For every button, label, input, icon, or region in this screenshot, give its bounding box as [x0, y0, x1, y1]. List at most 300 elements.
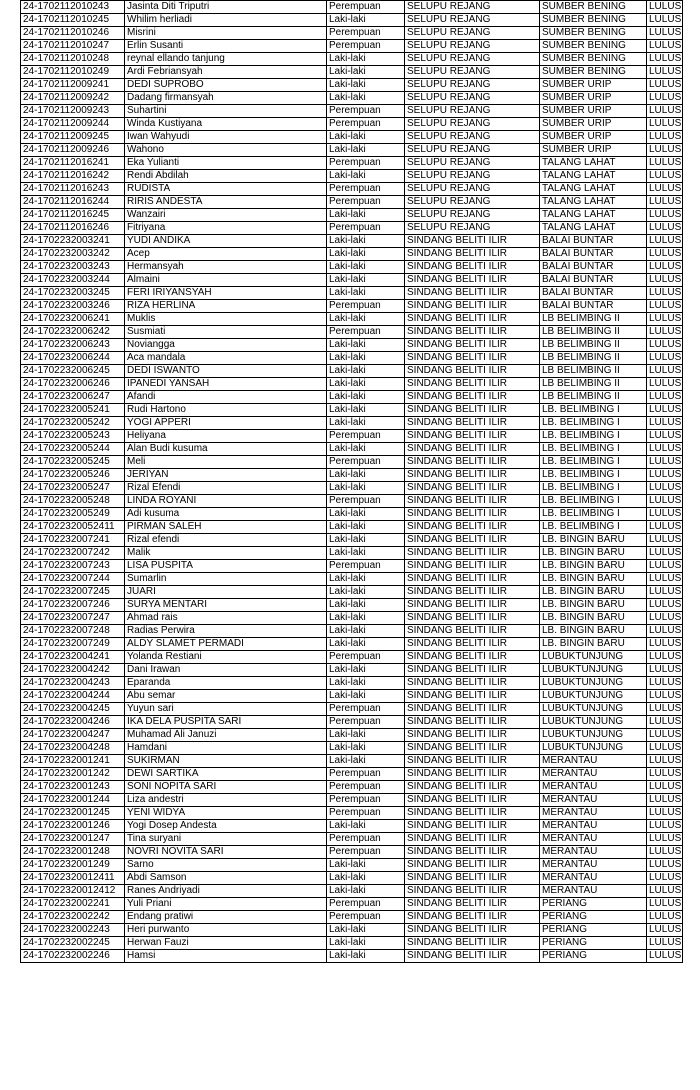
registration-number-cell: 24-1702232005247 — [21, 482, 125, 495]
village-cell: SUMBER URIP — [540, 118, 647, 131]
status-cell: LULUS — [647, 937, 683, 950]
gender-cell: Laki-laki — [327, 820, 405, 833]
table-row — [21, 248, 683, 261]
table-row — [21, 898, 683, 911]
gender-cell: Laki-laki — [327, 612, 405, 625]
status-cell: LULUS — [647, 573, 683, 586]
participant-name-cell: Sarno — [125, 859, 327, 872]
district-cell: SINDANG BELITI ILIR — [405, 820, 540, 833]
village-cell: MERANTAU — [540, 768, 647, 781]
district-cell: SELUPU REJANG — [405, 209, 540, 222]
district-cell: SINDANG BELITI ILIR — [405, 651, 540, 664]
district-cell: SINDANG BELITI ILIR — [405, 560, 540, 573]
status-cell: LULUS — [647, 131, 683, 144]
registration-number-cell: 24-1702112016246 — [21, 222, 125, 235]
table-row — [21, 703, 683, 716]
status-cell: LULUS — [647, 417, 683, 430]
table-row — [21, 417, 683, 430]
district-cell: SINDANG BELITI ILIR — [405, 950, 540, 963]
table-row — [21, 196, 683, 209]
status-cell: LULUS — [647, 690, 683, 703]
registration-number-cell: 24-1702112009243 — [21, 105, 125, 118]
registration-number-cell: 24-1702232001246 — [21, 820, 125, 833]
gender-cell: Perempuan — [327, 768, 405, 781]
participant-name-cell: Fitriyana — [125, 222, 327, 235]
participant-name-cell: SONI NOPITA SARI — [125, 781, 327, 794]
village-cell: LB. BINGIN BARU — [540, 560, 647, 573]
participant-name-cell: Aca mandala — [125, 352, 327, 365]
village-cell: MERANTAU — [540, 872, 647, 885]
table-row — [21, 911, 683, 924]
table-row — [21, 885, 683, 898]
participant-name-cell: DEDI ISWANTO — [125, 365, 327, 378]
village-cell: LB. BINGIN BARU — [540, 573, 647, 586]
participant-name-cell: RIZA HERLINA — [125, 300, 327, 313]
participant-name-cell: DEWI SARTIKA — [125, 768, 327, 781]
participant-name-cell: Rudi Hartono — [125, 404, 327, 417]
participant-name-cell: Abdi Samson — [125, 872, 327, 885]
participant-name-cell: JERIYAN — [125, 469, 327, 482]
district-cell: SINDANG BELITI ILIR — [405, 677, 540, 690]
registration-number-cell: 24-1702112009246 — [21, 144, 125, 157]
status-cell: LULUS — [647, 27, 683, 40]
gender-cell: Laki-laki — [327, 872, 405, 885]
participant-name-cell: Liza andestri — [125, 794, 327, 807]
registration-number-cell: 24-1702232007248 — [21, 625, 125, 638]
registration-number-cell: 24-1702112010243 — [21, 1, 125, 14]
status-cell: LULUS — [647, 950, 683, 963]
district-cell: SELUPU REJANG — [405, 144, 540, 157]
gender-cell: Laki-laki — [327, 378, 405, 391]
village-cell: TALANG LAHAT — [540, 170, 647, 183]
table-row — [21, 118, 683, 131]
registration-number-cell: 24-1702232004243 — [21, 677, 125, 690]
gender-cell: Laki-laki — [327, 950, 405, 963]
village-cell: LB. BELIMBING I — [540, 469, 647, 482]
gender-cell: Perempuan — [327, 300, 405, 313]
gender-cell: Perempuan — [327, 898, 405, 911]
district-cell: SINDANG BELITI ILIR — [405, 729, 540, 742]
registration-number-cell: 24-1702232005244 — [21, 443, 125, 456]
table-row — [21, 664, 683, 677]
district-cell: SINDANG BELITI ILIR — [405, 391, 540, 404]
participant-name-cell: RIRIS ANDESTA — [125, 196, 327, 209]
participant-name-cell: RUDISTA — [125, 183, 327, 196]
registration-number-cell: 24-17022320052411 — [21, 521, 125, 534]
district-cell: SINDANG BELITI ILIR — [405, 404, 540, 417]
participant-name-cell: Hamdani — [125, 742, 327, 755]
registration-number-cell: 24-1702112016241 — [21, 157, 125, 170]
registration-number-cell: 24-1702232003241 — [21, 235, 125, 248]
table-row — [21, 560, 683, 573]
registration-number-cell: 24-1702232007241 — [21, 534, 125, 547]
registration-number-cell: 24-1702232007243 — [21, 560, 125, 573]
district-cell: SINDANG BELITI ILIR — [405, 859, 540, 872]
registration-number-cell: 24-1702112016242 — [21, 170, 125, 183]
district-cell: SELUPU REJANG — [405, 92, 540, 105]
participant-name-cell: SURYA MENTARI — [125, 599, 327, 612]
participant-name-cell: Winda Kustiyana — [125, 118, 327, 131]
district-cell: SINDANG BELITI ILIR — [405, 547, 540, 560]
village-cell: LB. BINGIN BARU — [540, 599, 647, 612]
participant-name-cell: ALDY SLAMET PERMADI — [125, 638, 327, 651]
participant-name-cell: Misrini — [125, 27, 327, 40]
gender-cell: Perempuan — [327, 794, 405, 807]
village-cell: MERANTAU — [540, 885, 647, 898]
district-cell: SINDANG BELITI ILIR — [405, 612, 540, 625]
table-row — [21, 651, 683, 664]
gender-cell: Perempuan — [327, 560, 405, 573]
status-cell: LULUS — [647, 53, 683, 66]
participant-name-cell: Yuli Priani — [125, 898, 327, 911]
status-cell: LULUS — [647, 170, 683, 183]
gender-cell: Laki-laki — [327, 14, 405, 27]
table-row — [21, 27, 683, 40]
status-cell: LULUS — [647, 729, 683, 742]
table-row — [21, 495, 683, 508]
gender-cell: Laki-laki — [327, 352, 405, 365]
district-cell: SELUPU REJANG — [405, 14, 540, 27]
district-cell: SINDANG BELITI ILIR — [405, 274, 540, 287]
status-cell: LULUS — [647, 105, 683, 118]
registration-number-cell: 24-1702232002243 — [21, 924, 125, 937]
table-row — [21, 573, 683, 586]
gender-cell: Laki-laki — [327, 924, 405, 937]
district-cell: SINDANG BELITI ILIR — [405, 417, 540, 430]
village-cell: LB. BELIMBING I — [540, 404, 647, 417]
gender-cell: Perempuan — [327, 456, 405, 469]
registration-number-cell: 24-1702112010246 — [21, 27, 125, 40]
participant-name-cell: JUARI — [125, 586, 327, 599]
registration-number-cell: 24-1702232004245 — [21, 703, 125, 716]
registration-number-cell: 24-1702232001249 — [21, 859, 125, 872]
village-cell: LUBUKTUNJUNG — [540, 664, 647, 677]
data-table — [20, 0, 683, 963]
participant-name-cell: Eparanda — [125, 677, 327, 690]
table-row — [21, 352, 683, 365]
table-row — [21, 313, 683, 326]
participant-name-cell: Radias Perwira — [125, 625, 327, 638]
district-cell: SINDANG BELITI ILIR — [405, 768, 540, 781]
participant-name-cell: Rizal Efendi — [125, 482, 327, 495]
gender-cell: Perempuan — [327, 183, 405, 196]
table-row — [21, 326, 683, 339]
status-cell: LULUS — [647, 924, 683, 937]
table-row — [21, 521, 683, 534]
village-cell: BALAI BUNTAR — [540, 300, 647, 313]
table-row — [21, 235, 683, 248]
gender-cell: Perempuan — [327, 27, 405, 40]
table-row — [21, 612, 683, 625]
village-cell: TALANG LAHAT — [540, 209, 647, 222]
registration-number-cell: 24-1702232005243 — [21, 430, 125, 443]
district-cell: SINDANG BELITI ILIR — [405, 443, 540, 456]
participant-name-cell: Dadang firmansyah — [125, 92, 327, 105]
registration-number-cell: 24-1702232005241 — [21, 404, 125, 417]
participant-name-cell: NOVRI NOVITA SARI — [125, 846, 327, 859]
village-cell: SUMBER BENING — [540, 27, 647, 40]
registration-number-cell: 24-1702232004242 — [21, 664, 125, 677]
participant-name-cell: Abu semar — [125, 690, 327, 703]
district-cell: SELUPU REJANG — [405, 27, 540, 40]
status-cell: LULUS — [647, 326, 683, 339]
district-cell: SINDANG BELITI ILIR — [405, 456, 540, 469]
status-cell: LULUS — [647, 287, 683, 300]
status-cell: LULUS — [647, 391, 683, 404]
district-cell: SINDANG BELITI ILIR — [405, 586, 540, 599]
participant-name-cell: Hermansyah — [125, 261, 327, 274]
table-row — [21, 625, 683, 638]
table-row — [21, 391, 683, 404]
registration-number-cell: 24-1702232001243 — [21, 781, 125, 794]
district-cell: SELUPU REJANG — [405, 1, 540, 14]
participant-name-cell: Alan Budi kusuma — [125, 443, 327, 456]
village-cell: SUMBER BENING — [540, 14, 647, 27]
village-cell: LB BELIMBING II — [540, 326, 647, 339]
status-cell: LULUS — [647, 612, 683, 625]
gender-cell: Perempuan — [327, 495, 405, 508]
village-cell: LB BELIMBING II — [540, 391, 647, 404]
gender-cell: Perempuan — [327, 651, 405, 664]
gender-cell: Laki-laki — [327, 313, 405, 326]
participant-name-cell: PIRMAN SALEH — [125, 521, 327, 534]
table-row — [21, 456, 683, 469]
status-cell: LULUS — [647, 66, 683, 79]
gender-cell: Perempuan — [327, 105, 405, 118]
table-row — [21, 209, 683, 222]
table-row — [21, 105, 683, 118]
registration-number-cell: 24-1702232006247 — [21, 391, 125, 404]
village-cell: LB BELIMBING II — [540, 378, 647, 391]
status-cell: LULUS — [647, 638, 683, 651]
district-cell: SELUPU REJANG — [405, 170, 540, 183]
participant-name-cell: Malik — [125, 547, 327, 560]
status-cell: LULUS — [647, 547, 683, 560]
participant-name-cell: YENI WIDYA — [125, 807, 327, 820]
status-cell: LULUS — [647, 235, 683, 248]
district-cell: SINDANG BELITI ILIR — [405, 911, 540, 924]
registration-number-cell: 24-1702232003246 — [21, 300, 125, 313]
table-row — [21, 378, 683, 391]
gender-cell: Laki-laki — [327, 66, 405, 79]
village-cell: LUBUKTUNJUNG — [540, 729, 647, 742]
table-row — [21, 404, 683, 417]
participant-name-cell: Afandi — [125, 391, 327, 404]
status-cell: LULUS — [647, 300, 683, 313]
registration-number-cell: 24-1702232006241 — [21, 313, 125, 326]
participant-name-cell: Heri purwanto — [125, 924, 327, 937]
registration-number-cell: 24-1702232001242 — [21, 768, 125, 781]
registration-number-cell: 24-1702112010245 — [21, 14, 125, 27]
district-cell: SINDANG BELITI ILIR — [405, 378, 540, 391]
gender-cell: Laki-laki — [327, 586, 405, 599]
district-cell: SINDANG BELITI ILIR — [405, 534, 540, 547]
registration-number-cell: 24-1702112009242 — [21, 92, 125, 105]
village-cell: LB. BELIMBING I — [540, 508, 647, 521]
gender-cell: Perempuan — [327, 833, 405, 846]
district-cell: SINDANG BELITI ILIR — [405, 898, 540, 911]
status-cell: LULUS — [647, 313, 683, 326]
participant-name-cell: Tina suryani — [125, 833, 327, 846]
status-cell: LULUS — [647, 846, 683, 859]
registration-number-cell: 24-1702112016243 — [21, 183, 125, 196]
gender-cell: Laki-laki — [327, 755, 405, 768]
status-cell: LULUS — [647, 768, 683, 781]
status-cell: LULUS — [647, 183, 683, 196]
village-cell: PERIANG — [540, 924, 647, 937]
table-row — [21, 547, 683, 560]
registration-number-cell: 24-1702232002242 — [21, 911, 125, 924]
village-cell: LB. BINGIN BARU — [540, 625, 647, 638]
gender-cell: Laki-laki — [327, 573, 405, 586]
village-cell: MERANTAU — [540, 846, 647, 859]
registration-number-cell: 24-1702232007249 — [21, 638, 125, 651]
status-cell: LULUS — [647, 378, 683, 391]
village-cell: BALAI BUNTAR — [540, 235, 647, 248]
status-cell: LULUS — [647, 508, 683, 521]
participant-name-cell: Herwan Fauzi — [125, 937, 327, 950]
status-cell: LULUS — [647, 222, 683, 235]
status-cell: LULUS — [647, 911, 683, 924]
participant-name-cell: Erlin Susanti — [125, 40, 327, 53]
table-row — [21, 339, 683, 352]
status-cell: LULUS — [647, 794, 683, 807]
district-cell: SINDANG BELITI ILIR — [405, 703, 540, 716]
village-cell: SUMBER URIP — [540, 105, 647, 118]
gender-cell: Laki-laki — [327, 339, 405, 352]
participant-name-cell: Yogi Dosep Andesta — [125, 820, 327, 833]
table-row — [21, 183, 683, 196]
participant-name-cell: Wanzairi — [125, 209, 327, 222]
gender-cell: Laki-laki — [327, 534, 405, 547]
table-row — [21, 482, 683, 495]
table-row — [21, 794, 683, 807]
participant-name-cell: IKA DELA PUSPITA SARI — [125, 716, 327, 729]
status-cell: LULUS — [647, 92, 683, 105]
status-cell: LULUS — [647, 209, 683, 222]
gender-cell: Laki-laki — [327, 443, 405, 456]
district-cell: SINDANG BELITI ILIR — [405, 885, 540, 898]
table-row — [21, 40, 683, 53]
registration-number-cell: 24-1702232004247 — [21, 729, 125, 742]
village-cell: SUMBER URIP — [540, 144, 647, 157]
village-cell: MERANTAU — [540, 794, 647, 807]
district-cell: SINDANG BELITI ILIR — [405, 573, 540, 586]
gender-cell: Laki-laki — [327, 937, 405, 950]
gender-cell: Laki-laki — [327, 690, 405, 703]
status-cell: LULUS — [647, 1, 683, 14]
gender-cell: Laki-laki — [327, 79, 405, 92]
table-row — [21, 677, 683, 690]
district-cell: SINDANG BELITI ILIR — [405, 794, 540, 807]
status-cell: LULUS — [647, 755, 683, 768]
table-row — [21, 638, 683, 651]
table-row — [21, 430, 683, 443]
village-cell: LB. BELIMBING I — [540, 430, 647, 443]
district-cell: SINDANG BELITI ILIR — [405, 287, 540, 300]
status-cell: LULUS — [647, 781, 683, 794]
status-cell: LULUS — [647, 495, 683, 508]
village-cell: LB. BELIMBING I — [540, 443, 647, 456]
registration-number-cell: 24-1702232007247 — [21, 612, 125, 625]
registration-number-cell: 24-1702232005242 — [21, 417, 125, 430]
gender-cell: Laki-laki — [327, 365, 405, 378]
gender-cell: Perempuan — [327, 781, 405, 794]
village-cell: LB. BELIMBING I — [540, 482, 647, 495]
village-cell: LB. BINGIN BARU — [540, 534, 647, 547]
participant-name-cell: Ardi Febriansyah — [125, 66, 327, 79]
village-cell: LUBUKTUNJUNG — [540, 716, 647, 729]
table-row — [21, 53, 683, 66]
registration-number-cell: 24-1702232002245 — [21, 937, 125, 950]
district-cell: SINDANG BELITI ILIR — [405, 248, 540, 261]
table-row — [21, 859, 683, 872]
district-cell: SINDANG BELITI ILIR — [405, 664, 540, 677]
district-cell: SELUPU REJANG — [405, 40, 540, 53]
table-row — [21, 66, 683, 79]
table-row — [21, 950, 683, 963]
status-cell: LULUS — [647, 274, 683, 287]
status-cell: LULUS — [647, 651, 683, 664]
registration-number-cell: 24-1702232001248 — [21, 846, 125, 859]
participant-name-cell: DEDI SUPROBO — [125, 79, 327, 92]
village-cell: BALAI BUNTAR — [540, 261, 647, 274]
village-cell: TALANG LAHAT — [540, 183, 647, 196]
table-row — [21, 768, 683, 781]
gender-cell: Laki-laki — [327, 859, 405, 872]
participant-name-cell: Rendi Abdilah — [125, 170, 327, 183]
gender-cell: Laki-laki — [327, 404, 405, 417]
gender-cell: Perempuan — [327, 118, 405, 131]
status-cell: LULUS — [647, 248, 683, 261]
status-cell: LULUS — [647, 352, 683, 365]
village-cell: PERIANG — [540, 911, 647, 924]
village-cell: LB BELIMBING II — [540, 339, 647, 352]
district-cell: SINDANG BELITI ILIR — [405, 807, 540, 820]
status-cell: LULUS — [647, 833, 683, 846]
participant-name-cell: Sumarlin — [125, 573, 327, 586]
table-row — [21, 170, 683, 183]
registration-number-cell: 24-1702232003243 — [21, 261, 125, 274]
gender-cell: Laki-laki — [327, 170, 405, 183]
district-cell: SELUPU REJANG — [405, 183, 540, 196]
district-cell: SINDANG BELITI ILIR — [405, 599, 540, 612]
district-cell: SELUPU REJANG — [405, 131, 540, 144]
gender-cell: Perempuan — [327, 1, 405, 14]
registration-number-cell: 24-1702232003245 — [21, 287, 125, 300]
status-cell: LULUS — [647, 430, 683, 443]
gender-cell: Laki-laki — [327, 144, 405, 157]
district-cell: SELUPU REJANG — [405, 53, 540, 66]
gender-cell: Laki-laki — [327, 625, 405, 638]
registration-number-cell: 24-1702232004248 — [21, 742, 125, 755]
participant-name-cell: Noviangga — [125, 339, 327, 352]
village-cell: LB BELIMBING II — [540, 365, 647, 378]
village-cell: LUBUKTUNJUNG — [540, 690, 647, 703]
village-cell: LB. BELIMBING I — [540, 456, 647, 469]
village-cell: SUMBER URIP — [540, 92, 647, 105]
registration-number-cell: 24-1702232005248 — [21, 495, 125, 508]
village-cell: LB. BINGIN BARU — [540, 612, 647, 625]
district-cell: SINDANG BELITI ILIR — [405, 339, 540, 352]
district-cell: SINDANG BELITI ILIR — [405, 495, 540, 508]
table-row — [21, 833, 683, 846]
participant-name-cell: Yuyun sari — [125, 703, 327, 716]
participant-name-cell: Meli — [125, 456, 327, 469]
registration-number-cell: 24-1702112010248 — [21, 53, 125, 66]
status-cell: LULUS — [647, 482, 683, 495]
participant-name-cell: Endang pratiwi — [125, 911, 327, 924]
